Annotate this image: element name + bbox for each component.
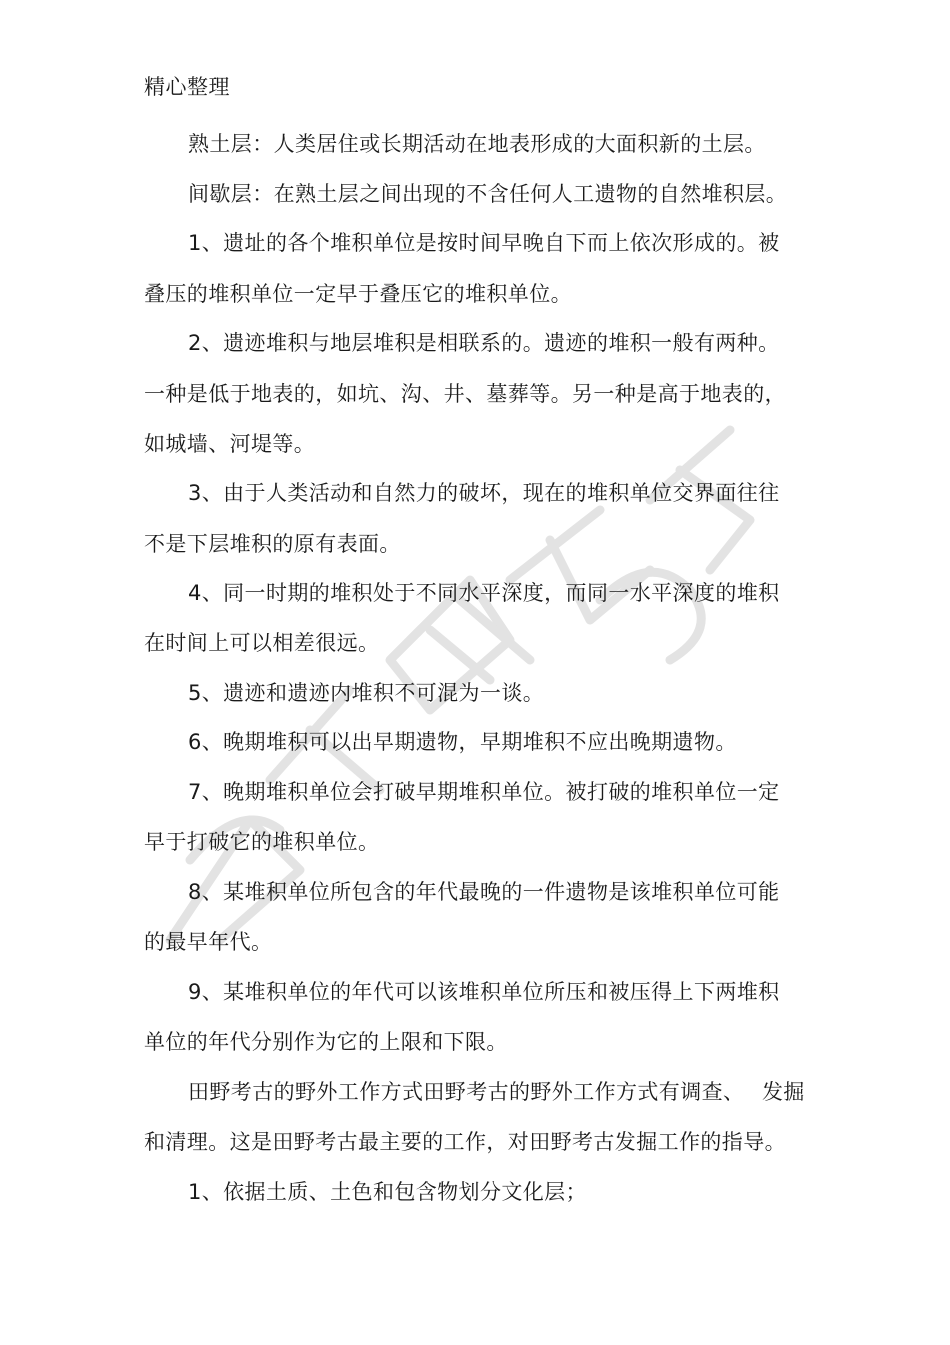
paragraph-line: 4、同一时期的堆积处于不同水平深度，而同一水平深度的堆积: [188, 581, 780, 605]
paragraph-line: 田野考古的野外工作方式田野考古的野外工作方式有调查、: [188, 1080, 745, 1104]
paragraph-line: 5、遗迹和遗迹内堆积不可混为一谈。: [188, 681, 545, 705]
page-header: 精心整理: [144, 75, 230, 99]
paragraph-line: 一种是低于地表的，如坑、沟、井、墓葬等。另一种是高于地表的，: [144, 382, 786, 406]
paragraph-line: 9、某堆积单位的年代可以该堆积单位所压和被压得上下两堆积: [188, 980, 780, 1004]
paragraph-line: 早于打破它的堆积单位。: [144, 830, 380, 854]
paragraph-line: 如城墙、河堤等。: [144, 432, 316, 456]
paragraph-line: 熟土层：人类居住或长期活动在地表形成的大面积新的土层。: [188, 132, 766, 156]
paragraph-line: 在时间上可以相差很远。: [144, 631, 380, 655]
paragraph-line: 8、某堆积单位所包含的年代最晚的一件遗物是该堆积单位可能: [188, 880, 780, 904]
paragraph-line: 6、晚期堆积可以出早期遗物，早期堆积不应出晚期遗物。: [188, 730, 737, 754]
paragraph-line: 和清理。这是田野考古最主要的工作，对田野考古发掘工作的指导。: [144, 1130, 786, 1154]
paragraph-line: 间歇层：在熟土层之间出现的不含任何人工遗物的自然堆积层。: [188, 182, 788, 206]
paragraph-line: 发掘: [762, 1080, 805, 1104]
paragraph-line: 单位的年代分别作为它的上限和下限。: [144, 1030, 508, 1054]
paragraph-line: 1、依据土质、土色和包含物划分文化层；: [188, 1180, 587, 1204]
paragraph-line: 的最早年代。: [144, 930, 273, 954]
paragraph-line: 不是下层堆积的原有表面。: [144, 532, 401, 556]
paragraph-line: 3、由于人类活动和自然力的破坏，现在的堆积单位交界面往往: [188, 481, 780, 505]
paragraph-line: 叠压的堆积单位一定早于叠压它的堆积单位。: [144, 282, 572, 306]
paragraph-line: 7、晚期堆积单位会打破早期堆积单位。被打破的堆积单位一定: [188, 780, 780, 804]
paragraph-line: 2、遗迹堆积与地层堆积是相联系的。遗迹的堆积一般有两种。: [188, 331, 780, 355]
paragraph-line: 1、遗址的各个堆积单位是按时间早晚自下而上依次形成的。被: [188, 231, 780, 255]
